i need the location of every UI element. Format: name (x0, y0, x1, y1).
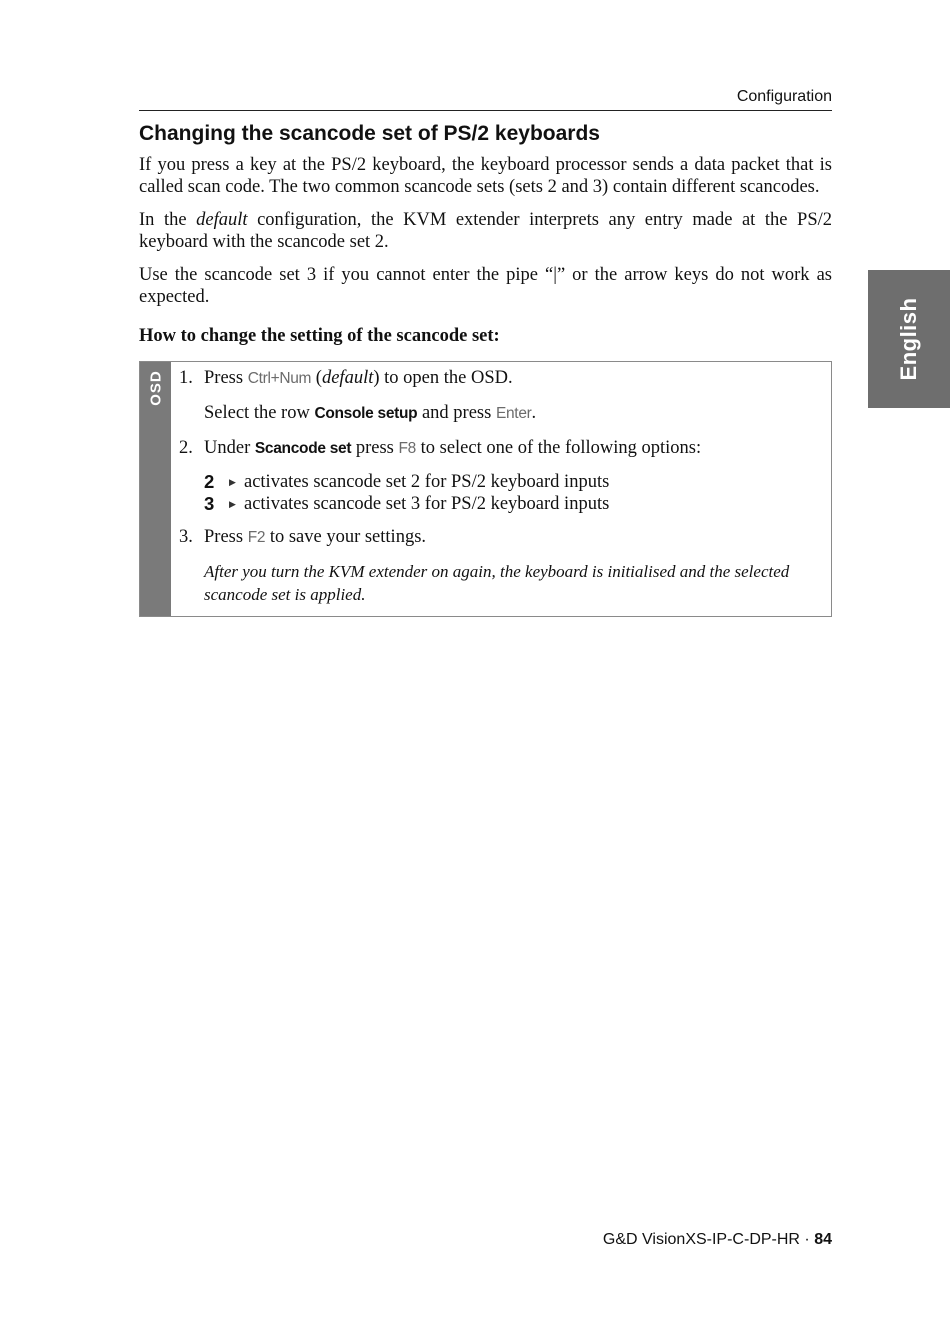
key-combo: Ctrl+Num (247, 370, 312, 387)
triangle-right-icon: ▶ (229, 477, 236, 487)
text-span: Select the row (204, 403, 315, 423)
option-key: 2 (204, 471, 215, 492)
step-3-note: After you turn the KVM extender on again, the keyboard is initialised and the selected scancode set is applied. (204, 562, 790, 604)
paragraph-intro: If you press a key at the PS/2 keyboard, the keyboard processor sends a data packet that is called scan code. The two common scancode sets (sets 2 and 3) contain different scancodes. (139, 155, 832, 197)
text-span: and press (417, 403, 496, 423)
step-3 (179, 525, 821, 550)
osd-sidebar (140, 362, 171, 616)
main-content (139, 122, 832, 617)
product-name: G&D VisionXS-IP-C-DP-HR · (602, 1231, 815, 1248)
text-span: configuration, the KVM extender interprets any entry made at the PS/2 keyboard with the scancode set 2. (139, 210, 833, 252)
paragraph-default (139, 210, 832, 253)
running-header: Configuration (736, 88, 832, 105)
osd-instruction-box (139, 361, 832, 617)
option-list (204, 471, 821, 515)
option-text: activates scancode set 2 for PS/2 keyboard inputs (244, 472, 610, 492)
text-span: to save your settings. (265, 527, 427, 547)
option-item (204, 471, 821, 493)
text-span: ( (311, 368, 322, 388)
option-item (204, 493, 821, 515)
step-2 (179, 436, 821, 461)
step-number: 2. (179, 438, 193, 458)
menu-option-name: Scancode set (254, 440, 352, 457)
key-name: Enter (495, 405, 532, 422)
text-span: Press (204, 527, 248, 547)
step-1-detail (204, 401, 821, 426)
menu-row-name: Console setup (314, 405, 418, 422)
paragraph-scancode3: Use the scancode set 3 if you cannot enter the pipe “|” or the arrow keys do not work as expected. (139, 265, 832, 307)
step-1 (179, 366, 821, 391)
step-text (204, 436, 821, 461)
language-tab-label: English (896, 297, 921, 381)
osd-label: OSD (147, 370, 164, 406)
step-number: 1. (179, 368, 193, 388)
text-span: Press (204, 368, 248, 388)
triangle-right-icon: ▶ (229, 499, 236, 509)
step-text (204, 525, 821, 550)
page-footer (139, 1231, 832, 1249)
page-number: 84 (814, 1231, 832, 1248)
step-number: 3. (179, 527, 193, 547)
step-list (171, 362, 831, 616)
text-span: In the (139, 210, 197, 230)
language-tab (868, 270, 950, 408)
text-span: press (351, 438, 399, 458)
key-name: F2 (247, 529, 266, 546)
text-span: ) to open the OSD. (373, 368, 513, 388)
howto-heading: How to change the setting of the scancode set: (139, 326, 500, 346)
emphasis: default (196, 210, 248, 230)
header-rule (139, 110, 832, 111)
text-span: . (531, 403, 537, 423)
option-key: 3 (204, 493, 215, 514)
key-name: F8 (398, 440, 416, 457)
option-text: activates scancode set 3 for PS/2 keyboard inputs (244, 494, 610, 514)
text-span: to select one of the following options: (415, 438, 702, 458)
section-title: Changing the scancode set of PS/2 keyboards (139, 122, 600, 145)
emphasis: default (321, 368, 374, 388)
text-span: Under (204, 438, 255, 458)
step-text (204, 366, 821, 391)
